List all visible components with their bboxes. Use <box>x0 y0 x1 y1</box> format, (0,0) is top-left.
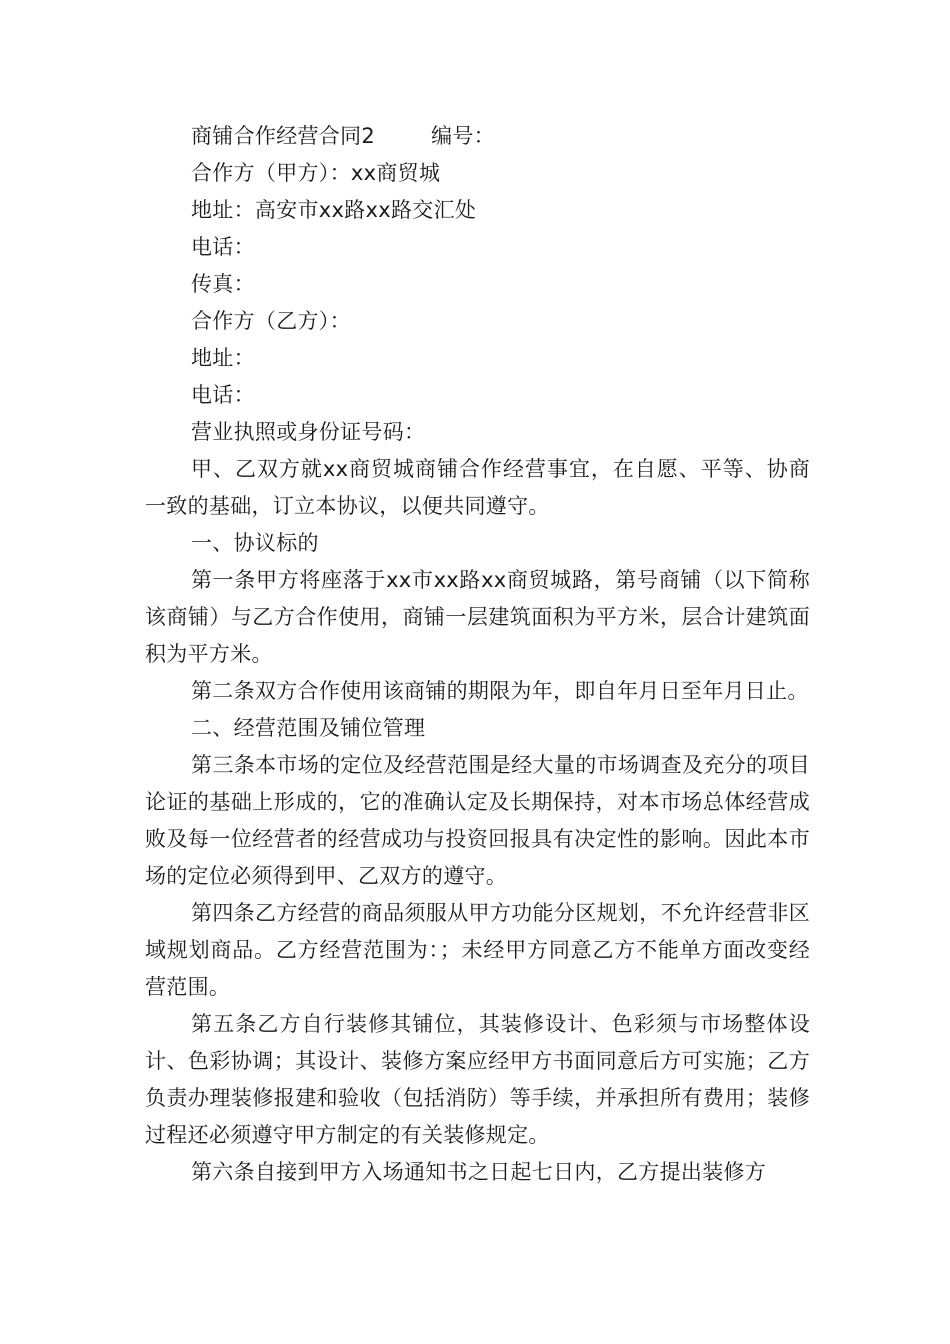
article-3: 第三条本市场的定位及经营范围是经大量的市场调查及充分的项目论证的基础上形成的，它的准确认定及长期保持，对本市场总体经营成败及每一位经营者的经营成功与投资回报具有决定性的影响。因此本市场的定位必须得到甲、乙双方的遵守。 <box>145 753 810 888</box>
party-b-name: 合作方（乙方）： <box>191 309 351 333</box>
party-a-name: 合作方（甲方）：xx商贸城 <box>191 161 441 185</box>
article-2: 第二条双方合作使用该商铺的期限为年，即自年月日至年月日止。 <box>191 679 809 703</box>
article-4: 第四条乙方经营的商品须服从甲方功能分区规划，不允许经营非区域规划商品。乙方经营范围为：；未经甲方同意乙方不能单方面改变经营范围。 <box>145 901 810 999</box>
party-a-phone: 电话： <box>191 235 255 259</box>
article-1: 第一条甲方将座落于xx市xx路xx商贸城路，第号商铺（以下简称该商铺）与乙方合作使用，商铺一层建筑面积为平方米，层合计建筑面积为平方米。 <box>145 568 810 666</box>
document-title: 商铺合作经营合同2 <box>191 124 376 148</box>
preamble-paragraph: 甲、乙双方就xx商贸城商铺合作经营事宜，在自愿、平等、协商一致的基础，订立本协议，以便共同遵守。 <box>145 457 810 518</box>
party-a-fax: 传真： <box>191 272 255 296</box>
document-content <box>145 118 810 1191</box>
party-b-phone: 电话： <box>191 383 255 407</box>
article-5: 第五条乙方自行装修其铺位，其装修设计、色彩须与市场整体设计、色彩协调；其设计、装修方案应经甲方书面同意后方可实施；乙方负责办理装修报建和验收（包括消防）等手续，并承担所有费用；装修过程还必须遵守甲方制定的有关装修规定。 <box>145 1012 810 1147</box>
party-a-address: 地址：高安市xx路xx路交汇处 <box>191 198 477 222</box>
party-b-license-id: 营业执照或身份证号码： <box>191 420 426 444</box>
number-label: 编号： <box>431 124 495 148</box>
article-6: 第六条自接到甲方入场通知书之日起七日内，乙方提出装修方 <box>191 1160 767 1184</box>
section-heading-1: 一、协议标的 <box>191 531 319 555</box>
party-b-address: 地址： <box>191 346 255 370</box>
section-heading-2: 二、经营范围及铺位管理 <box>191 716 426 740</box>
title-row <box>145 118 810 155</box>
